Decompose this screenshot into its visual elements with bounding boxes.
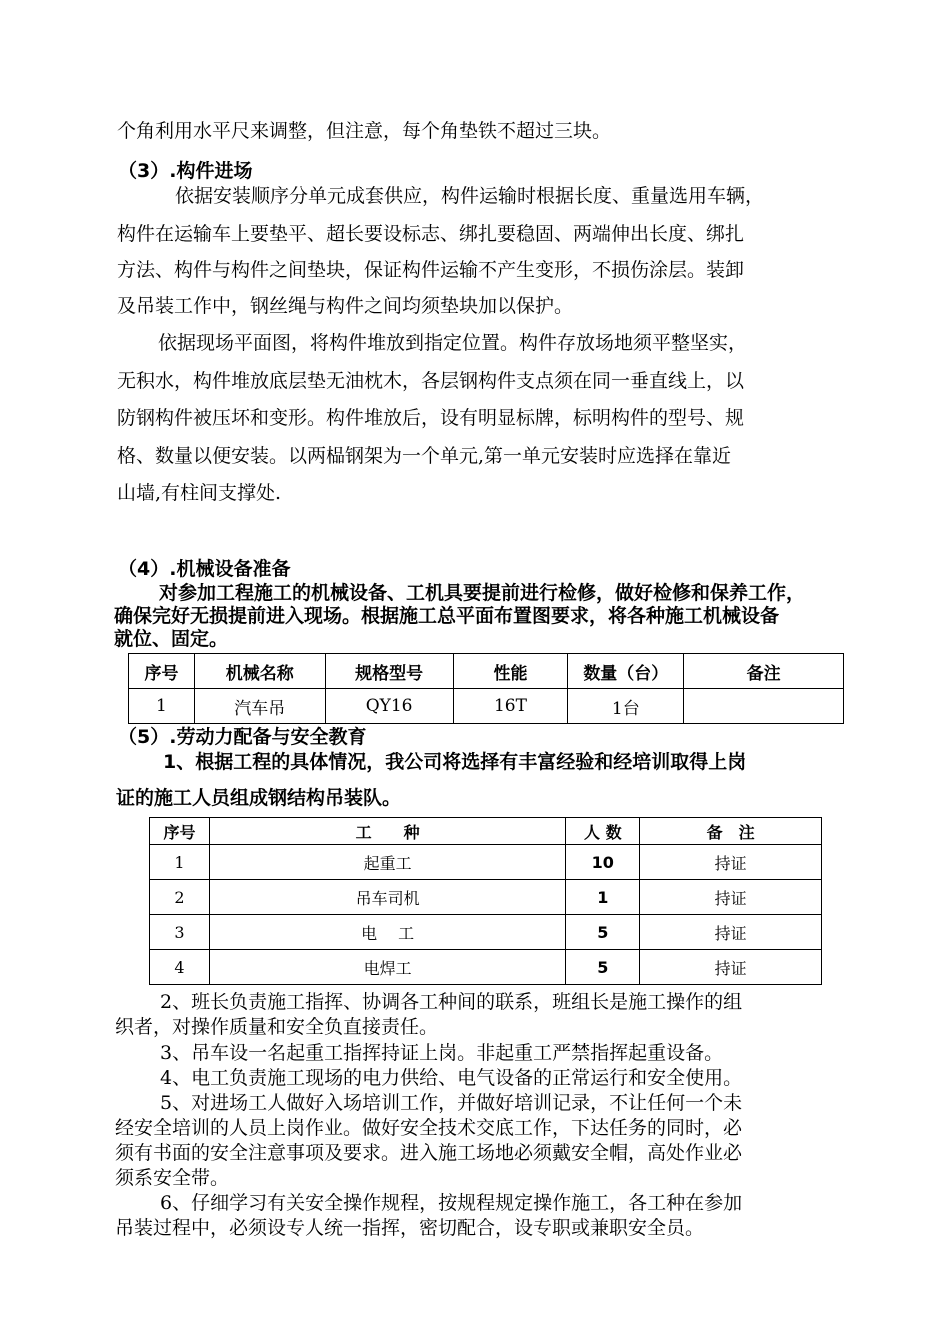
table-header-cell: 序号 [150, 818, 210, 845]
text-line: 吊装过程中，必须设专人统一指挥，密切配合，设专职或兼职安全员。 [115, 1217, 705, 1239]
section-5-title: （5）.劳动力配备与安全教育 [118, 726, 367, 748]
table-row [150, 845, 822, 880]
text-line: 依据现场平面图，将构件堆放到指定位置。构件存放场地须平整坚实， [158, 332, 748, 354]
text-line: 确保完好无损提前进入现场。根据施工总平面布置图要求，将各种施工机械设备 [114, 605, 780, 627]
table-cell: 持证 [640, 880, 822, 915]
table-row [150, 915, 822, 950]
text-line: 山墙,有柱间支撑处. [117, 482, 282, 504]
text-line: 无积水，构件堆放底层垫无油枕木，各层钢构件支点须在同一垂直线上，以 [117, 370, 745, 392]
table-header-cell: 数量（台） [568, 654, 684, 689]
table-cell: 吊车司机 [209, 880, 565, 915]
table-cell: 起重工 [209, 845, 565, 880]
text-line: 构件在运输车上要垫平、超长要设标志、绑扎要稳固、两端伸出长度、绑扎 [117, 223, 745, 245]
text-line: 须有书面的安全注意事项及要求。进入施工场地必须戴安全帽，高处作业必 [115, 1142, 743, 1164]
table-header-cell: 人 数 [566, 818, 640, 845]
table-cell: 1 [566, 880, 640, 915]
table-row [150, 880, 822, 915]
text-line: 4、电工负责施工现场的电力供给、电气设备的正常运行和安全使用。 [160, 1067, 743, 1089]
table-cell: 持证 [640, 915, 822, 950]
text-line: 6、仔细学习有关安全操作规程，按规程规定操作施工，各工种在参加 [160, 1192, 743, 1214]
machinery-table [128, 653, 844, 724]
table-cell: 电焊工 [209, 950, 565, 985]
text-line: 3、吊车设一名起重工指挥持证上岗。非起重工严禁指挥起重设备。 [160, 1042, 724, 1064]
text-line: 方法、构件与构件之间垫块，保证构件运输不产生变形，不损伤涂层。装卸 [117, 259, 745, 281]
text-line: 个角利用水平尺来调整，但注意，每个角垫铁不超过三块。 [117, 120, 612, 142]
table-cell: 1 [129, 689, 195, 724]
table-cell: 5 [566, 915, 640, 950]
text-line: 经安全培训的人员上岗作业。做好安全技术交底工作，下达任务的同时，必 [115, 1117, 743, 1139]
text-line: 格、数量以便安装。以两榀钢架为一个单元,第一单元安装时应选择在靠近 [117, 445, 732, 467]
table-cell: 电 工 [209, 915, 565, 950]
table-header-row [129, 654, 844, 689]
table-cell: 2 [150, 880, 210, 915]
text-line: 5、对进场工人做好入场培训工作，并做好培训记录，不让任何一个未 [160, 1092, 743, 1114]
table-cell [684, 689, 844, 724]
section-3-title: （3）.构件进场 [118, 160, 253, 182]
section-4-title: （4）.机械设备准备 [118, 558, 291, 580]
table-row [129, 689, 844, 724]
labor-table [149, 817, 822, 985]
text-line: 及吊装工作中，钢丝绳与构件之间均须垫块加以保护。 [117, 295, 574, 317]
table-cell: 10 [566, 845, 640, 880]
table-cell: 4 [150, 950, 210, 985]
table-header-cell: 序号 [129, 654, 195, 689]
table-header-cell: 机械名称 [194, 654, 325, 689]
text-line: 1、根据工程的具体情况，我公司将选择有丰富经验和经培训取得上岗 [163, 751, 747, 773]
table-header-row [150, 818, 822, 845]
table-cell: 1 [150, 845, 210, 880]
table-header-cell: 性能 [453, 654, 568, 689]
table-cell: 持证 [640, 950, 822, 985]
table-row [150, 950, 822, 985]
text-line: 依据安装顺序分单元成套供应，构件运输时根据长度、重量选用车辆， [175, 185, 765, 207]
table-header-cell: 工 种 [209, 818, 565, 845]
table-header-cell: 备 注 [640, 818, 822, 845]
text-line: 对参加工程施工的机械设备、工机具要提前进行检修，做好检修和保养工作， [159, 582, 806, 604]
text-line: 须系安全带。 [115, 1167, 230, 1189]
table-cell: QY16 [325, 689, 453, 724]
table-cell: 16T [453, 689, 568, 724]
text-line: 织者，对操作质量和安全负直接责任。 [115, 1016, 439, 1038]
table-cell: 汽车吊 [194, 689, 325, 724]
table-cell: 5 [566, 950, 640, 985]
text-line: 防钢构件被压坏和变形。构件堆放后，设有明显标牌，标明构件的型号、规 [117, 407, 745, 429]
table-cell: 3 [150, 915, 210, 950]
table-header-cell: 规格型号 [325, 654, 453, 689]
table-header-cell: 备注 [684, 654, 844, 689]
text-line: 证的施工人员组成钢结构吊装队。 [116, 787, 402, 809]
text-line: 2、班长负责施工指挥、协调各工种间的联系，班组长是施工操作的组 [160, 991, 743, 1013]
table-cell: 1台 [568, 689, 684, 724]
table-cell: 持证 [640, 845, 822, 880]
text-line: 就位、固定。 [114, 628, 229, 650]
